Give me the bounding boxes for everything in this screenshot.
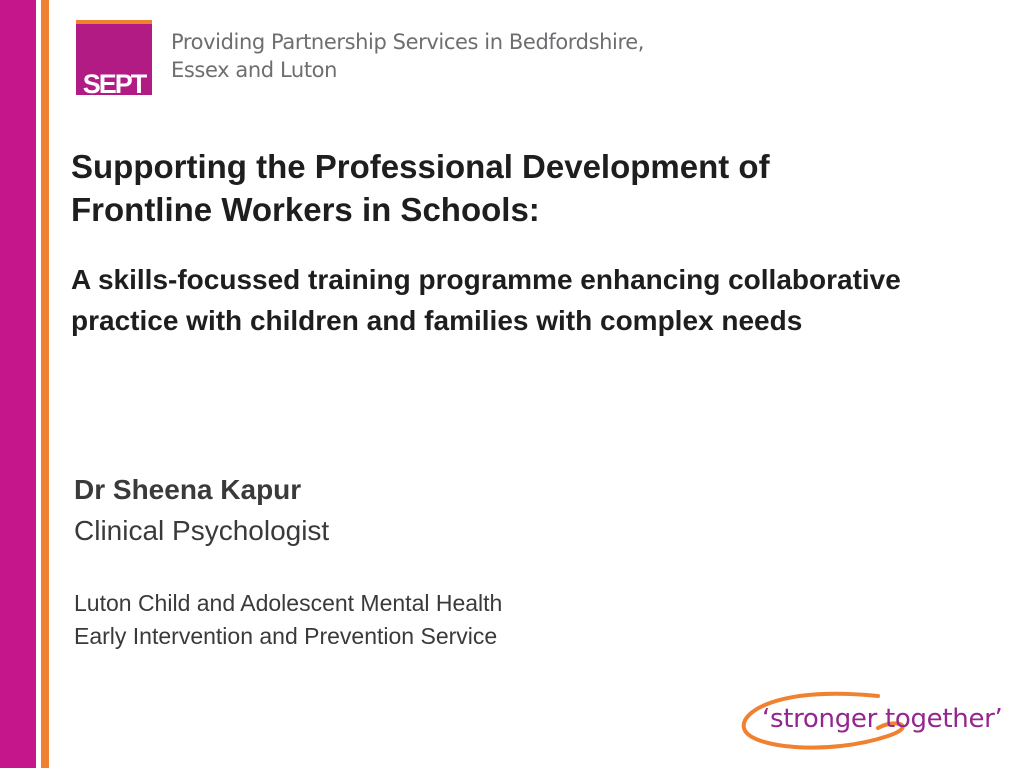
logo-top-stripe	[76, 20, 152, 24]
presenter-role: Clinical Psychologist	[74, 515, 330, 546]
service-line-1: Luton Child and Adolescent Mental Health	[74, 590, 503, 616]
slogan-text: ‘stronger together’	[762, 704, 1003, 734]
logo-text: SEPT	[82, 69, 146, 99]
presentation-title: Supporting the Professional Development of Frontline Workers in Schools:	[71, 148, 770, 228]
org-tagline-line-2: Essex and Luton	[171, 58, 338, 82]
service-line-2: Early Intervention and Prevention Service	[74, 623, 498, 649]
stronger-together-logo	[738, 684, 1008, 756]
presentation-subtitle: A skills-focussed training programme enhancing collaborative practice with children and families with complex needs	[71, 264, 901, 336]
presenter-name: Dr Sheena Kapur	[74, 474, 302, 505]
sept-logo	[76, 20, 152, 99]
magenta-side-bar	[0, 0, 36, 768]
org-tagline-line-1: Providing Partnership Services in Bedfordshire,	[171, 30, 645, 54]
orange-side-bar	[41, 0, 49, 768]
